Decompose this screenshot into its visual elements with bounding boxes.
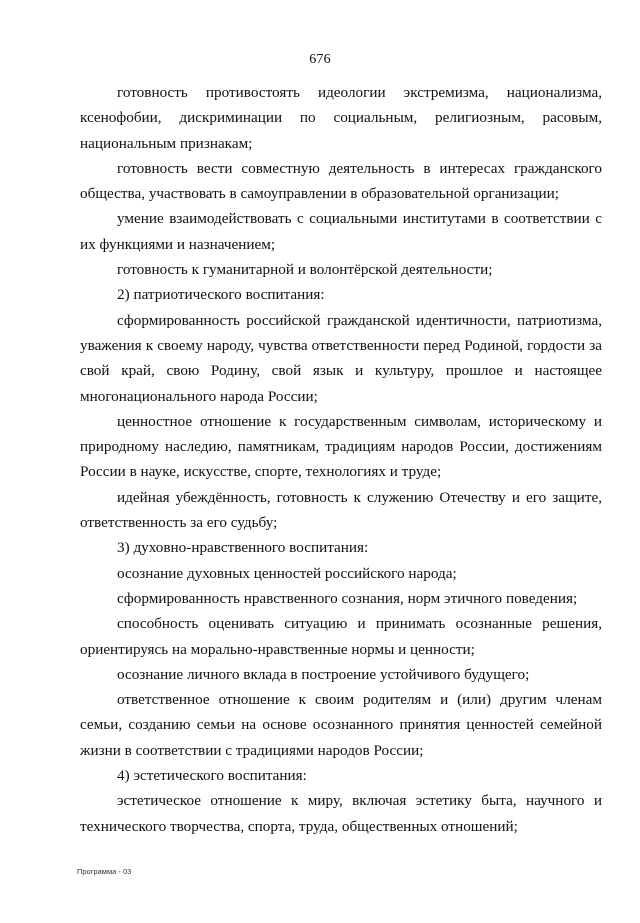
paragraph-10: осознание духовных ценностей российского народа; bbox=[117, 564, 457, 582]
page-footer: Программа - 03 bbox=[77, 867, 132, 876]
paragraph-8: идейная убеждённость, готовность к служению Отечеству и его защите, ответственность за его судьбу; bbox=[80, 488, 602, 532]
page-number: 676 bbox=[309, 52, 331, 67]
section-heading-spiritual: 3) духовно-нравственного воспитания: bbox=[117, 539, 369, 557]
document-body bbox=[80, 80, 602, 839]
paragraph-2: готовность вести совместную деятельность в интересах гражданского общества, участвовать в самоуправлении в образовательной организации; bbox=[80, 159, 602, 203]
paragraph-13: осознание личного вклада в построение устойчивого будущего; bbox=[117, 665, 530, 683]
paragraph-12: способность оценивать ситуацию и принимать осознанные решения, ориентируясь на морально-нравственные нормы и ценности; bbox=[80, 615, 602, 658]
paragraph-4: готовность к гуманитарной и волонтёрской деятельности; bbox=[117, 261, 493, 279]
paragraph-14: ответственное отношение к своим родителям и (или) другим членам семьи, созданию семьи на основе осознанного принятия ценностей семейной жизни в соответствии с традициями народов России; bbox=[80, 691, 602, 759]
paragraph-7: ценностное отношение к государственным символам, историческому и природному наследию, памятникам, традициям народов России, достижениям России в науке, искусстве, спорте, технологиях и труде; bbox=[80, 412, 602, 481]
paragraph-3: умение взаимодействовать с социальными институтами в соответствии с их функциями и назначением; bbox=[80, 210, 602, 253]
paragraph-1: готовность противостоять идеологии экстремизма, национализма, ксенофобии, дискриминации по социальным, религиозным, расовым, национальным признакам; bbox=[80, 84, 602, 152]
section-heading-patriotic: 2) патриотического воспитания: bbox=[117, 286, 325, 304]
paragraph-6: сформированность российской гражданской идентичности, патриотизма, уважения к своему народу, чувства ответственности перед Родиной, гордости за свой край, свою Родину, свой язык и культуру, прошлое и настоящее многонационального народа России; bbox=[80, 311, 602, 405]
paragraph-11: сформированность нравственного сознания, норм этичного поведения; bbox=[117, 589, 578, 607]
section-heading-aesthetic: 4) эстетического воспитания: bbox=[117, 767, 307, 785]
paragraph-16: эстетическое отношение к миру, включая эстетику быта, научного и технического творчества, спорта, труда, общественных отношений; bbox=[80, 792, 602, 835]
